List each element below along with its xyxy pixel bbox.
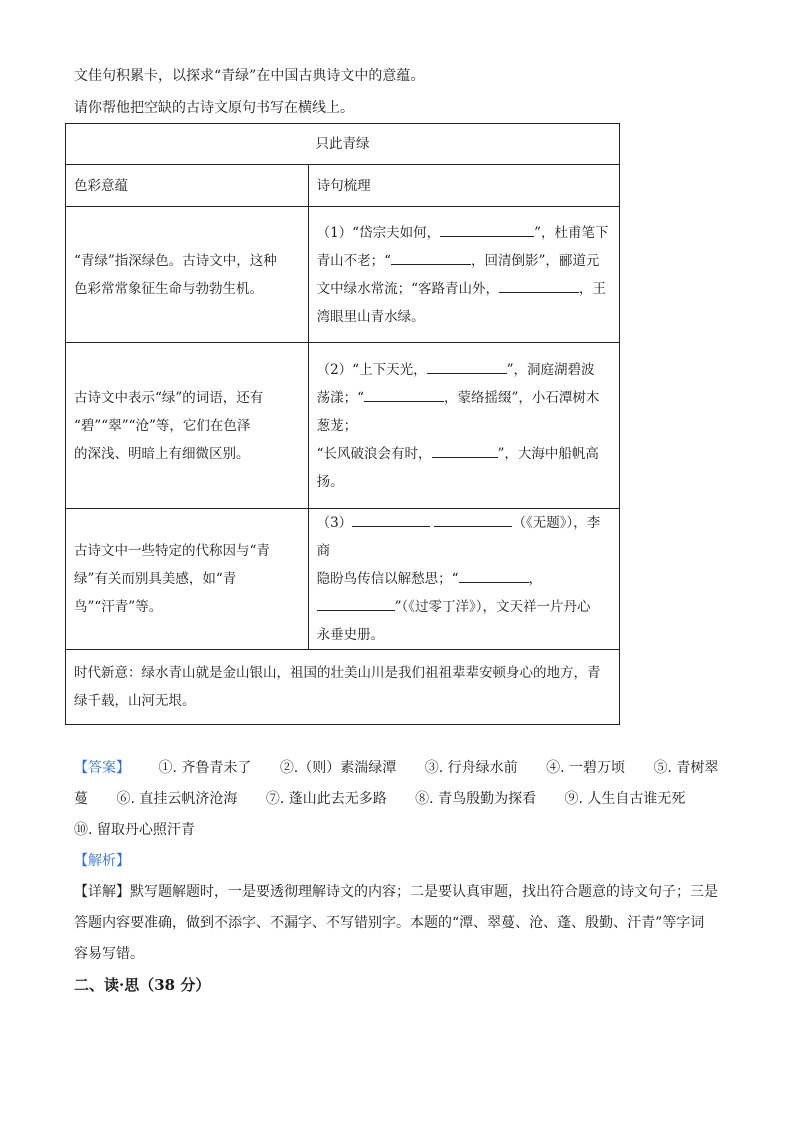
footer-line: 绿千载，山河无垠。 <box>74 693 196 709</box>
row1-meaning-line: 色彩常常象征生命与勃勃生机。 <box>74 280 263 297</box>
row2-poems <box>308 343 619 509</box>
fill-blank[interactable] <box>499 278 579 293</box>
fill-blank[interactable] <box>364 387 444 402</box>
answer-line-1 <box>74 758 718 778</box>
row3-meaning-line: 鸟”“汗青”等。 <box>74 599 163 615</box>
text: ，蒙络摇缀”，小石潭树木 <box>444 389 600 406</box>
row1-poems <box>308 207 619 343</box>
row2-meaning <box>66 343 309 509</box>
analysis-detail <box>74 877 724 970</box>
answer-tag: 【答案】 <box>74 760 130 776</box>
answer-item: ①. 齐鲁青未了 <box>158 760 252 776</box>
text: 永垂史册。 <box>316 627 385 643</box>
row1-meaning-line: “青绿”指深绿色。古诗文中，这种 <box>74 252 277 269</box>
text: ”（《过零丁洋》），文天祥一片丹心 <box>394 599 591 615</box>
text: ”，洞庭湖碧波 <box>506 361 595 378</box>
text: 湾眼里山青水绿。 <box>316 308 425 325</box>
section-heading: 二、读·思（38 分） <box>74 976 211 994</box>
text: 葱茏； <box>316 417 358 434</box>
analysis-tag-text: 【解析】 <box>74 853 130 869</box>
fill-blank[interactable] <box>391 250 471 265</box>
answer-line-2 <box>74 789 685 809</box>
footer-line: 时代新意：绿水青山就是金山银山，祖国的壮美山川是我们祖祖辈辈安顿身心的地方，青 <box>74 665 601 681</box>
answer-item: ⑩. 留取丹心照汗青 <box>74 822 195 838</box>
fill-blank[interactable] <box>432 443 498 458</box>
fill-blank[interactable] <box>317 596 395 611</box>
col-header-color-meaning: 色彩意蕴 <box>66 165 309 207</box>
text: 文中绿水常流；“客路青山外， <box>316 280 499 297</box>
col-header-poem-lines: 诗句梳理 <box>308 165 619 207</box>
row3-meaning <box>66 509 309 650</box>
row3-meaning-line: 古诗文中一些特定的代称因与“青 <box>74 543 270 559</box>
answer-item: ⑧. 青鸟殷勤为探看 <box>415 791 537 807</box>
answer-item: ②.（则）素湍绿潭 <box>279 760 397 776</box>
fill-blank[interactable] <box>440 222 534 237</box>
intro-line-1: 文佳句积累卡，以探求“青绿”在中国古典诗文中的意蕴。 <box>74 68 425 84</box>
fill-blank[interactable] <box>434 512 512 527</box>
answer-item: 蔓 <box>74 791 88 807</box>
answer-item: ④. 一碧万顷 <box>546 760 625 776</box>
fill-blank[interactable] <box>427 359 507 374</box>
detail-line: 答题内容要准确，做到不添字、不漏字、不写错别字。本题的“潭、翠蔓、沧、蓬、殷勤、汗青”等字词 <box>74 915 705 931</box>
text: （1）“岱宗夫如何， <box>316 224 441 241</box>
row2-meaning-line: 的深浅、明暗上有细微区别。 <box>74 445 250 462</box>
answer-item: ③. 行舟绿水前 <box>424 760 518 776</box>
row2-meaning-line: 古诗文中表示“绿”的词语，还有 <box>74 389 264 406</box>
text: ， <box>528 571 542 587</box>
detail-line: 容易写错。 <box>74 946 144 962</box>
answer-item: ⑥. 直挂云帆济沧海 <box>116 791 238 807</box>
text: （2）“上下天光， <box>316 361 427 378</box>
text: （3） <box>316 515 353 531</box>
poem-table <box>65 123 620 725</box>
fill-blank[interactable] <box>352 512 430 527</box>
text: 荡漾；“ <box>316 389 364 406</box>
text: （《无题》），李商 <box>316 515 601 559</box>
answer-line-3 <box>74 820 195 840</box>
answer-item: ⑨. 人生自古谁无死 <box>564 791 686 807</box>
detail-line: 【详解】默写题解题时，一是要透彻理解诗文的内容；二是要认真审题，找出符合题意的诗文句子；三是 <box>74 884 718 900</box>
intro-line-2: 请你帮他把空缺的古诗文原句书写在横线上。 <box>74 100 354 116</box>
text: 扬。 <box>316 473 344 490</box>
row3-poems <box>308 509 619 650</box>
text: “长风破浪会有时， <box>316 445 432 462</box>
text: ，回清倒影”，郦道元 <box>471 252 600 269</box>
fill-blank[interactable] <box>459 568 529 583</box>
table-title: 只此青绿 <box>66 124 620 165</box>
table-footer <box>66 650 620 725</box>
answer-item: ⑤. 青树翠 <box>653 760 719 776</box>
text: ”，大海中船帆高 <box>497 445 599 462</box>
row2-meaning-line: “碧”“翠”“沧”等，它们在色泽 <box>74 417 251 434</box>
text: ”，杜甫笔下 <box>534 224 609 241</box>
text: 隐盼鸟传信以解愁思；“ <box>316 571 459 587</box>
analysis-tag <box>74 851 130 871</box>
text: ，王 <box>579 280 606 297</box>
text: 青山不老；“ <box>316 252 391 269</box>
row3-meaning-line: 绿”有关而别具美感，如“青 <box>74 571 237 587</box>
answer-item: ⑦. 蓬山此去无多路 <box>265 791 387 807</box>
row1-meaning <box>66 207 309 343</box>
